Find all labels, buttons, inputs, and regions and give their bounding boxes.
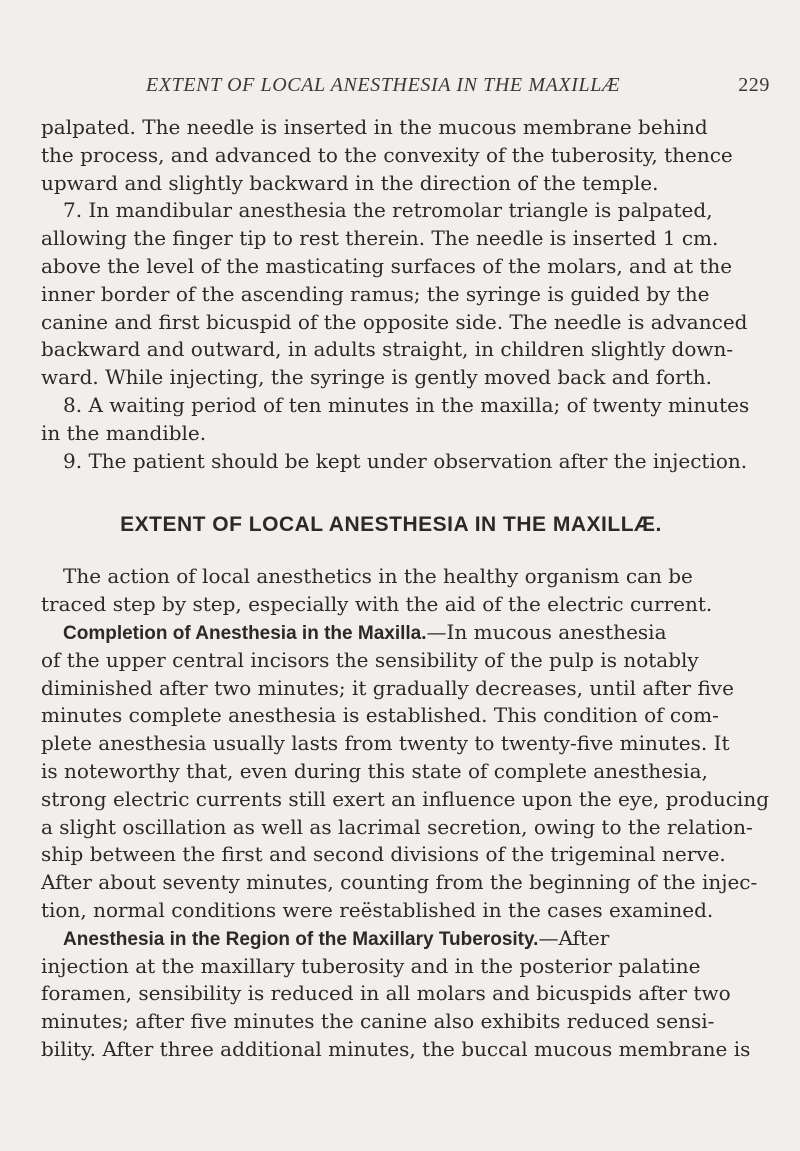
text-line: is noteworthy that, even during this state of complete anesthesia, [41,758,708,783]
numbered-item-9 [41,448,748,476]
text-line [41,925,741,953]
text-line: upward and slightly backward in the direction of the temple. [41,170,659,195]
text-line: injection at the maxillary tuberosity and in the posterior palatine [41,953,701,978]
text-line: tion, normal conditions were reëstablished in the cases examined. [41,897,714,922]
run-in-heading: Anesthesia in the Region of the Maxillary Tuberosity. [63,928,539,950]
text-line: ward. While injecting, the syringe is gently moved back and forth. [41,365,712,390]
text-line: ship between the first and second divisions of the trigeminal nerve. [41,842,726,867]
section-heading: EXTENT OF LOCAL ANESTHESIA IN THE MAXILLÆ. [120,513,662,537]
numbered-item-8 [41,392,750,448]
text-line: minutes complete anesthesia is established. This condition of com- [41,703,719,728]
text-line: 7. In mandibular anesthesia the retromolar triangle is palpated, [63,198,713,223]
text-line: palpated. The needle is inserted in the mucous membrane behind [41,115,708,139]
text-line: in the mandible. [41,420,207,445]
running-head [40,74,770,104]
first-line-rest: —In mucous anesthesia [426,619,667,644]
text-line: backward and outward, in adults straight, in children slightly down- [41,337,734,362]
text-line: traced step by step, especially with the aid of the electric current. [41,592,713,617]
running-title: EXTENT OF LOCAL ANESTHESIA IN THE MAXILLÆ [146,74,621,96]
text-line: foramen, sensibility is reduced in all molars and bicuspids after two [41,981,731,1006]
text-line: minutes; after five minutes the canine also exhibits reduced sensi- [41,1009,715,1034]
continued-paragraph [41,114,741,197]
spacer [41,475,741,511]
text-line: bility. After three additional minutes, the buccal mucous membrane is [41,1036,751,1061]
text-line [41,619,741,647]
tuberosity-paragraph [41,925,751,1064]
text-line: strong electric currents still exert an influence upon the eye, producing [41,786,769,811]
text-line: 9. The patient should be kept under observation after the injection. [63,448,748,473]
text-line: diminished after two minutes; it gradually decreases, until after five [41,675,734,700]
text-line: a slight oscillation as well as lacrimal secretion, owing to the relation- [41,814,753,839]
text-line: the process, and advanced to the convexity of the tuberosity, thence [41,142,733,167]
text-line: above the level of the masticating surfaces of the molars, and at the [41,253,733,278]
text-line: inner border of the ascending ramus; the syringe is guided by the [41,281,710,306]
run-in-heading: Completion of Anesthesia in the Maxilla. [63,622,427,644]
numbered-item-7 [41,197,748,392]
text-line: plete anesthesia usually lasts from twenty to twenty-five minutes. It [41,731,730,756]
first-line-rest: —After [538,925,610,950]
completion-paragraph [41,619,769,925]
intro-paragraph [41,563,741,619]
text-line: 8. A waiting period of ten minutes in the maxilla; of twenty minutes [63,392,750,417]
text-line: After about seventy minutes, counting from the beginning of the injec- [41,870,758,895]
body-text [41,114,769,1064]
text-line: The action of local anesthetics in the healthy organism can be [63,564,693,589]
page-number: 229 [738,74,770,96]
text-line: allowing the finger tip to rest therein. The needle is inserted 1 cm. [41,226,719,251]
text-line: canine and first bicuspid of the opposite side. The needle is advanced [41,309,748,334]
text-line: of the upper central incisors the sensibility of the pulp is notably [41,647,699,672]
